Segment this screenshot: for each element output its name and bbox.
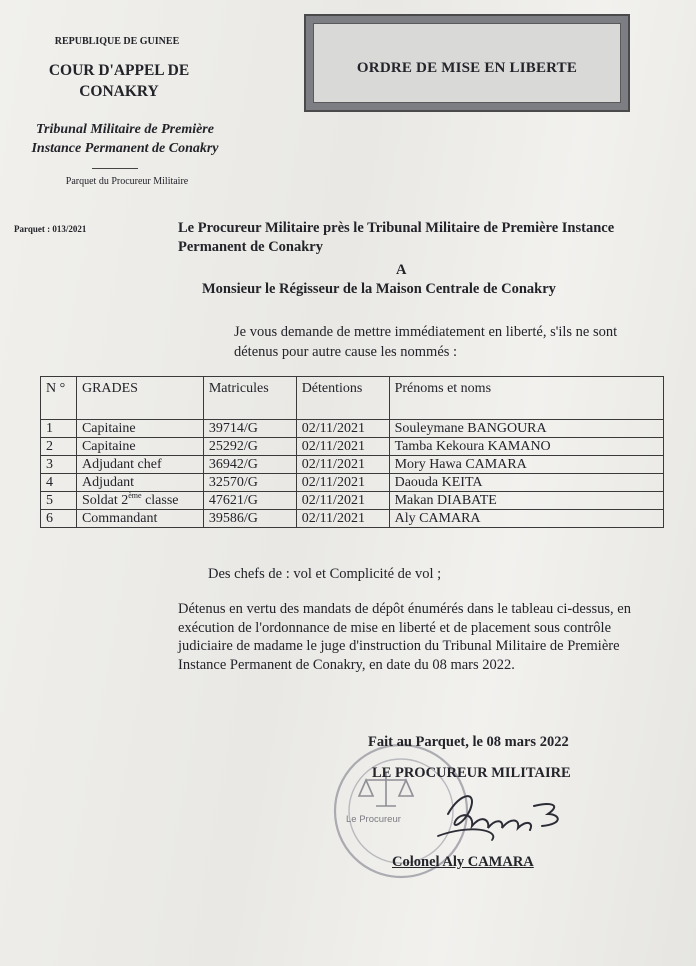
cell-detention: 02/11/2021 [296,510,389,528]
cell-grade: Capitaine [76,438,203,456]
stamp-label: Le Procureur [346,814,401,825]
signatory-role: LE PROCUREUR MILITAIRE [372,765,571,781]
cell-number: 5 [41,492,77,510]
cell-matricule: 36942/G [203,456,296,474]
cell-number: 2 [41,438,77,456]
cell-detention: 02/11/2021 [296,438,389,456]
col-header-grade: GRADES [76,377,203,420]
table-row [41,438,664,456]
cell-matricule: 39586/G [203,510,296,528]
cell-grade: Commandant [76,510,203,528]
grade-text: Soldat 2 [81,493,129,508]
cell-detention: 02/11/2021 [296,456,389,474]
cell-number: 3 [41,456,77,474]
cell-matricule: 47621/G [203,492,296,510]
cell-detention: 02/11/2021 [296,420,389,438]
recipient-line: Monsieur le Régisseur de la Maison Centrale de Conakry [202,281,556,297]
court-name: COUR D'APPEL DE CONAKRY [48,62,190,100]
cell-name: Aly CAMARA [389,510,663,528]
cell-detention: 02/11/2021 [296,474,389,492]
place-date: Fait au Parquet, le 08 mars 2022 [368,734,569,750]
cell-number: 4 [41,474,77,492]
table-row [41,420,664,438]
cell-name: Mory Hawa CAMARA [389,456,663,474]
body-paragraph: Détenus en vertu des mandats de dépôt énumérés dans le tableau ci-dessus, en exécution de l'ordonnance de mise en liberté et de placement sous contrôle judiciaire de madame le juge d'instruction du Tribunal Militaire de Première Instance Permanent de Conakry, en date du 08 mars 2022. [178,601,631,673]
signatory-name: Colonel Aly CAMARA [392,854,534,870]
cell-name: Souleymane BANGOURA [389,420,663,438]
col-header-matricule: Matricules [203,377,296,420]
cell-matricule: 39714/G [203,420,296,438]
cell-number: 6 [41,510,77,528]
title-box-inner [313,23,621,103]
cell-number: 1 [41,420,77,438]
cell-name: Tamba Kekoura KAMANO [389,438,663,456]
parquet-reference: Parquet : 013/2021 [14,224,87,234]
cell-name: Makan DIABATE [389,492,663,510]
table-row [41,510,664,528]
intro-paragraph: Je vous demande de mettre immédiatement en liberté, s'ils ne sont détenus pour autre cause les nommés : [234,324,618,360]
table-header-row [41,377,664,420]
header-divider [92,168,138,169]
title-box [304,14,630,112]
sender-line: Le Procureur Militaire près le Tribunal Militaire de Première Instance Permanent de Conakry [178,220,615,255]
table-row [41,456,664,474]
col-header-name: Prénoms et noms [389,377,663,420]
office-name: Parquet du Procureur Militaire [65,176,189,187]
grade-text-suffix: classe [141,493,179,508]
detainee-table [40,376,664,528]
cell-matricule: 25292/G [203,438,296,456]
handwritten-signature [430,784,580,844]
cell-grade: Adjudant [76,474,203,492]
table-row [41,474,664,492]
cell-name: Daouda KEITA [389,474,663,492]
cell-grade: Capitaine [76,420,203,438]
cell-grade: Adjudant chef [76,456,203,474]
address-connector: A [396,262,407,278]
cell-grade [76,492,203,510]
tribunal-name: Tribunal Militaire de Première Instance Permanent de Conakry [31,122,219,156]
republic-line: REPUBLIQUE DE GUINEE [54,36,180,47]
document-title: ORDRE DE MISE EN LIBERTE [356,60,578,76]
grade-superscript: ème [128,491,142,500]
col-header-number: N ° [41,377,77,420]
cell-matricule: 32570/G [203,474,296,492]
cell-detention: 02/11/2021 [296,492,389,510]
col-header-detention: Détentions [296,377,389,420]
table-row [41,492,664,510]
charges-line: Des chefs de : vol et Complicité de vol ; [208,566,442,582]
